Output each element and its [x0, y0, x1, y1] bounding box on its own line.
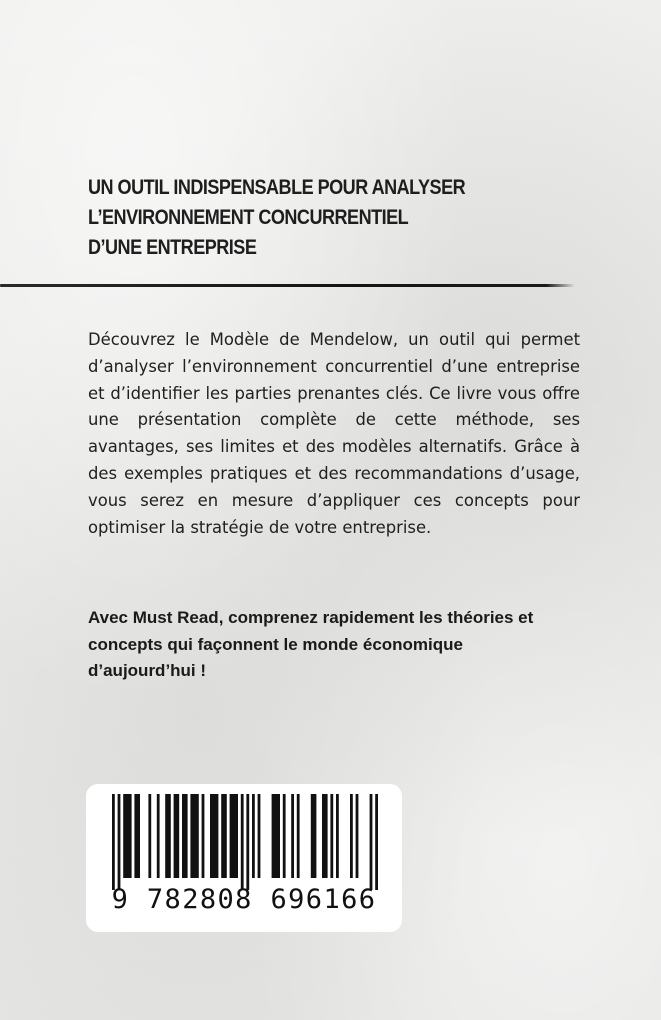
barcode-bar — [330, 794, 333, 878]
book-description: Découvrez le Modèle de Mendelow, un outil qui permet d’analyser l’environnement concurrentiel d’une entreprise et d’identifier les parties prenantes clés. Ce livre vous offre une présentation complète de cette méthode, ses avantages, ses limites et des modèles alternatifs. Grâce à des exemples pratiques et des recommandations d’usage, vous serez en mesure d’appliquer ces concepts pour optimiser la stratégie de votre entreprise. — [88, 330, 580, 537]
divider-rule — [0, 284, 575, 287]
barcode-bar — [258, 794, 261, 878]
series-tagline: Avec Must Read, comprenez rapidement les théories et concepts qui façonnent le monde économique d’aujourd’hui ! — [88, 608, 534, 680]
barcode-bar — [322, 794, 328, 878]
barcode-bar — [112, 794, 115, 890]
barcode-bar — [246, 794, 249, 890]
barcode-bar — [241, 794, 244, 890]
barcode-bar — [157, 794, 160, 878]
barcode-bar — [190, 794, 198, 878]
back-cover-headline — [88, 173, 492, 263]
barcode-bar — [165, 794, 171, 878]
barcode-bar — [148, 794, 151, 878]
isbn-number: 9 782808 696166 — [111, 884, 377, 915]
barcode-bar — [375, 794, 378, 890]
barcode-bar — [350, 794, 353, 878]
barcode-bar — [252, 794, 255, 878]
barcode-bar — [356, 794, 359, 878]
headline-line-2: L’ENVIRONNEMENT CONCURRENTIEL — [88, 206, 409, 229]
headline-line-3: D’UNE ENTREPRISE — [88, 236, 257, 259]
barcode-bar — [221, 794, 227, 878]
barcode-bar — [311, 794, 317, 878]
barcode-bar — [123, 794, 131, 878]
barcode-bar — [134, 794, 140, 878]
barcode-bar — [336, 794, 339, 878]
barcode-bar — [202, 794, 205, 878]
barcode-bar — [230, 794, 238, 878]
barcode-bar — [182, 794, 188, 878]
headline-line-1: UN OUTIL INDISPENSABLE POUR ANALYSER — [88, 176, 466, 199]
barcode-bar — [297, 794, 300, 878]
isbn-barcode — [86, 784, 402, 932]
barcode-bar — [283, 794, 286, 878]
barcode-bar — [174, 794, 180, 878]
barcode-bar — [291, 794, 294, 878]
barcode-bar — [370, 794, 373, 890]
barcode-bar — [210, 794, 218, 878]
barcode-bar — [272, 794, 280, 878]
barcode-bar — [118, 794, 121, 890]
